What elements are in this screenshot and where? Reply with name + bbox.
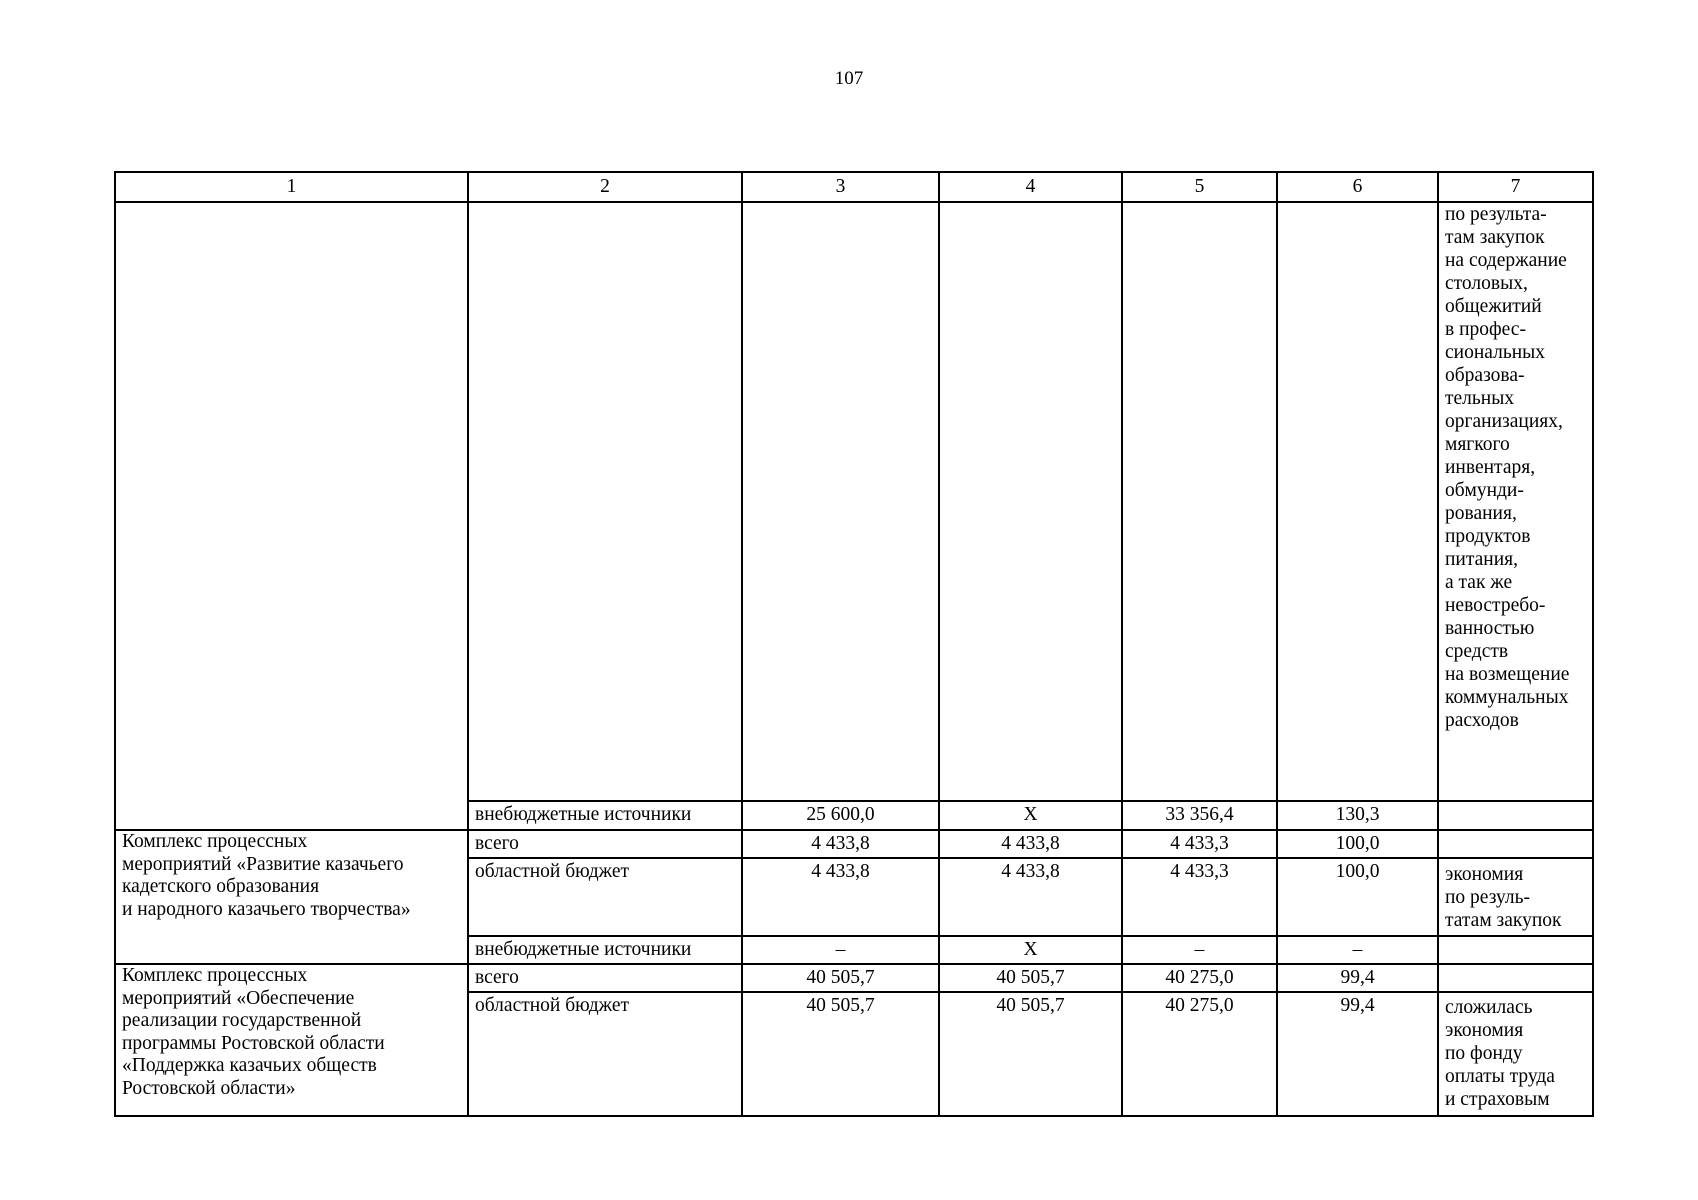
source-cell: внебюджетные источники — [468, 936, 742, 964]
note-line: столовых, — [1445, 273, 1528, 294]
note-line: по резуль- — [1445, 887, 1531, 908]
program-name-line: программы Ростовской области — [122, 1032, 385, 1054]
note-line: на возмещение — [1445, 664, 1570, 685]
note-cell — [1438, 830, 1593, 858]
value-cell: 40 505,7 — [742, 992, 939, 1116]
note-line: оплаты труда — [1445, 1066, 1555, 1087]
note-cell — [1438, 936, 1593, 964]
value-cell: – — [1277, 936, 1438, 964]
note-line: средств — [1445, 641, 1509, 662]
header-cell: 6 — [1277, 172, 1438, 202]
note-line: невостребо- — [1445, 595, 1546, 616]
value-cell: 4 433,3 — [1122, 830, 1277, 858]
value-cell: Х — [939, 801, 1122, 830]
table-row — [115, 964, 1593, 992]
source-cell: всего — [468, 830, 742, 858]
note-line: рования, — [1445, 503, 1517, 524]
value-cell: 4 433,8 — [742, 830, 939, 858]
header-cell: 5 — [1122, 172, 1277, 202]
note-line: инвентаря, — [1445, 457, 1536, 478]
value-cell: 100,0 — [1277, 830, 1438, 858]
program-name-line: Комплекс процессных — [122, 965, 308, 986]
note-line: экономия — [1445, 864, 1524, 885]
report-table — [114, 171, 1594, 1117]
note-cell — [1438, 858, 1593, 936]
value-cell — [1277, 202, 1438, 801]
program-name-line: мероприятий «Развитие казачьего — [122, 853, 404, 875]
note-line: ванностью — [1445, 618, 1535, 639]
value-cell: 40 505,7 — [939, 964, 1122, 992]
value-cell: 4 433,8 — [742, 858, 939, 936]
value-cell: 40 505,7 — [939, 992, 1122, 1116]
value-cell: – — [742, 936, 939, 964]
note-line: продуктов — [1445, 526, 1531, 547]
value-cell: 100,0 — [1277, 858, 1438, 936]
note-line: экономия — [1445, 1020, 1524, 1041]
source-cell: областной бюджет — [468, 858, 742, 936]
program-name-line: реализации государственной — [122, 1010, 362, 1031]
page-number: 107 — [834, 68, 864, 89]
source-cell: внебюджетные источники — [468, 801, 742, 830]
value-cell: 33 356,4 — [1122, 801, 1277, 830]
note-line: питания, — [1445, 549, 1519, 570]
note-cell — [1438, 202, 1593, 801]
value-cell: 99,4 — [1277, 964, 1438, 992]
program-name-cell — [115, 202, 468, 830]
note-line: по фонду — [1445, 1043, 1523, 1064]
program-name-line: Комплекс процессных — [122, 831, 308, 852]
note-line: мягкого — [1445, 434, 1510, 455]
note-line: коммунальных — [1445, 687, 1569, 708]
note-cell — [1438, 801, 1593, 830]
note-line: тельных — [1445, 388, 1515, 409]
note-line: а так же — [1445, 572, 1513, 593]
value-cell: 40 275,0 — [1122, 964, 1277, 992]
value-cell: 4 433,8 — [939, 830, 1122, 858]
value-cell: 25 600,0 — [742, 801, 939, 830]
value-cell: 4 433,8 — [939, 858, 1122, 936]
note-line: общежитий — [1445, 296, 1542, 317]
source-cell: областной бюджет — [468, 992, 742, 1116]
program-name-line: кадетского образования — [122, 876, 320, 897]
header-cell: 1 — [115, 172, 468, 202]
source-cell — [468, 202, 742, 801]
value-cell: – — [1122, 936, 1277, 964]
header-cell: 7 — [1438, 172, 1593, 202]
note-line: по результа- — [1445, 204, 1547, 225]
table-row — [115, 830, 1593, 858]
program-name-cell — [115, 964, 468, 1116]
note-line: там закупок — [1445, 227, 1545, 248]
value-cell: 99,4 — [1277, 992, 1438, 1116]
value-cell: 40 505,7 — [742, 964, 939, 992]
note-cell — [1438, 964, 1593, 992]
note-line: обмунди- — [1445, 480, 1524, 501]
note-line: и страховым — [1445, 1089, 1550, 1110]
value-cell: 40 275,0 — [1122, 992, 1277, 1116]
header-cell: 3 — [742, 172, 939, 202]
value-cell: 4 433,3 — [1122, 858, 1277, 936]
program-name-line: и народного казачьего творчества» — [122, 898, 411, 920]
note-line: в профес- — [1445, 319, 1526, 340]
value-cell — [939, 202, 1122, 801]
program-name-line: «Поддержка казачьих обществ — [122, 1055, 377, 1076]
note-line: татам закупок — [1445, 910, 1562, 931]
note-line: расходов — [1445, 710, 1519, 731]
value-cell: 130,3 — [1277, 801, 1438, 830]
header-cell: 4 — [939, 172, 1122, 202]
program-name-line: Ростовской области» — [122, 1077, 296, 1099]
value-cell: Х — [939, 936, 1122, 964]
continuation-row — [115, 202, 1593, 801]
note-line: сложилась — [1445, 997, 1533, 1018]
header-cell: 2 — [468, 172, 742, 202]
note-line: сиональных — [1445, 342, 1546, 363]
source-cell: всего — [468, 964, 742, 992]
value-cell — [1122, 202, 1277, 801]
program-name-line: мероприятий «Обеспечение — [122, 987, 355, 1009]
header-row — [115, 172, 1593, 202]
value-cell — [742, 202, 939, 801]
note-cell — [1438, 992, 1593, 1116]
note-line: на содержание — [1445, 250, 1567, 271]
program-name-cell — [115, 830, 468, 964]
note-line: образова- — [1445, 365, 1525, 386]
note-line: организациях, — [1445, 411, 1563, 432]
